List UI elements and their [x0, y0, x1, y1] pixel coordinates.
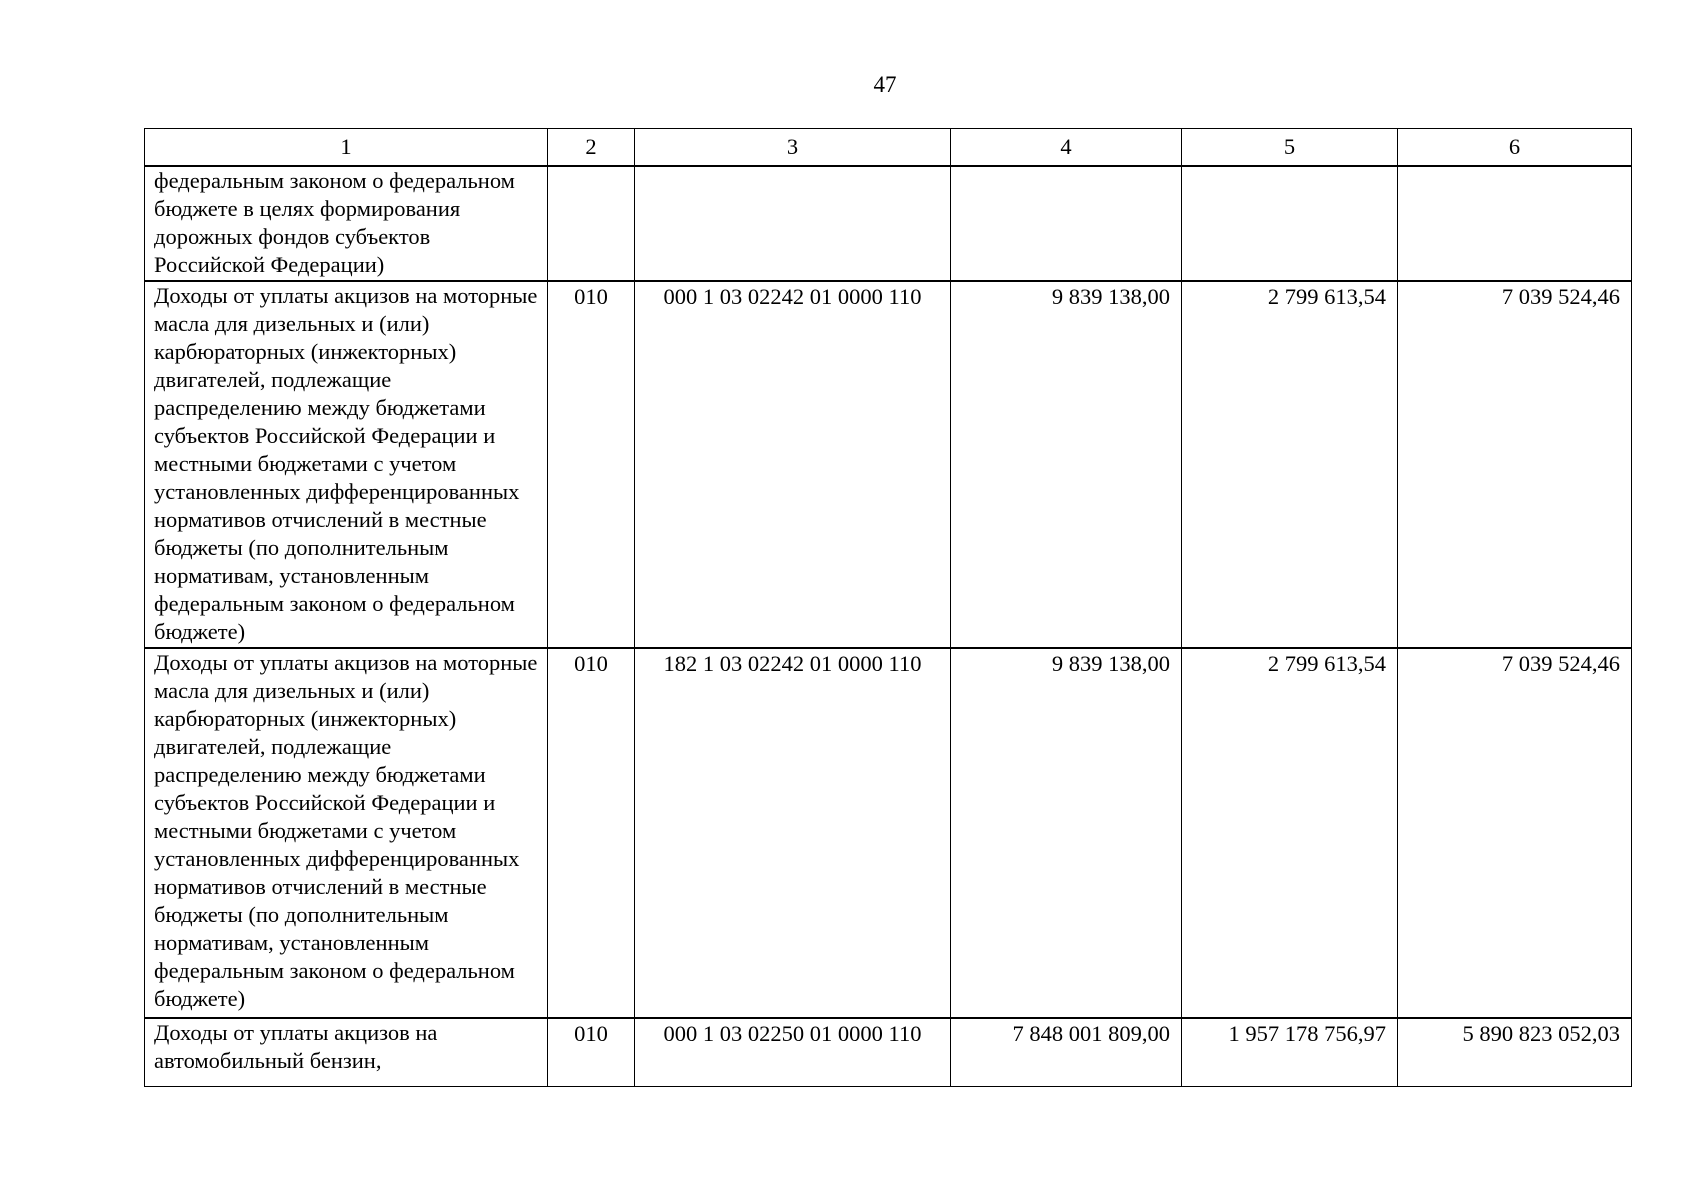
row-executed: 2 799 613,54	[1182, 281, 1398, 648]
table-row	[145, 648, 1632, 1018]
row-line-code: 010	[548, 281, 635, 648]
row-description: Доходы от уплаты акцизов на моторные масла для дизельных и (или) карбюраторных (инжекторных) двигателей, подлежащие распределению между бюджетами субъектов Российской Федерации и местными бюджетами с учетом установленных дифференцированных нормативов отчислений в местные бюджеты (по дополнительным нормативам, установленным федеральным законом о федеральном бюджете)	[145, 648, 548, 1018]
column-header-3: 3	[635, 129, 951, 167]
table-header-row	[145, 129, 1632, 167]
row-approved: 9 839 138,00	[951, 648, 1182, 1018]
row-unexecuted: 7 039 524,46	[1398, 648, 1632, 1018]
column-header-6: 6	[1398, 129, 1632, 167]
column-header-2: 2	[548, 129, 635, 167]
column-header-4: 4	[951, 129, 1182, 167]
row-line-code	[548, 166, 635, 281]
row-executed	[1182, 166, 1398, 281]
row-unexecuted: 5 890 823 052,03	[1398, 1018, 1632, 1086]
row-description: федеральным законом о федеральном бюджете в целях формирования дорожных фондов субъектов Российской Федерации)	[145, 166, 548, 281]
row-approved: 9 839 138,00	[951, 281, 1182, 648]
row-line-code: 010	[548, 1018, 635, 1086]
row-line-code: 010	[548, 648, 635, 1018]
row-unexecuted	[1398, 166, 1632, 281]
row-income-code: 182 1 03 02242 01 0000 110	[635, 648, 951, 1018]
page-number: 47	[873, 72, 897, 97]
row-description: Доходы от уплаты акцизов на моторные масла для дизельных и (или) карбюраторных (инжекторных) двигателей, подлежащие распределению между бюджетами субъектов Российской Федерации и местными бюджетами с учетом установленных дифференцированных нормативов отчислений в местные бюджеты (по дополнительным нормативам, установленным федеральным законом о федеральном бюджете)	[145, 281, 548, 648]
row-approved	[951, 166, 1182, 281]
column-header-5: 5	[1182, 129, 1398, 167]
column-header-1: 1	[145, 129, 548, 167]
row-income-code: 000 1 03 02242 01 0000 110	[635, 281, 951, 648]
row-executed: 2 799 613,54	[1182, 648, 1398, 1018]
row-income-code	[635, 166, 951, 281]
table-row	[145, 166, 1632, 281]
row-executed: 1 957 178 756,97	[1182, 1018, 1398, 1086]
table-row	[145, 281, 1632, 648]
row-unexecuted: 7 039 524,46	[1398, 281, 1632, 648]
row-description: Доходы от уплаты акцизов на автомобильный бензин,	[145, 1018, 548, 1086]
budget-table	[144, 128, 1632, 1087]
table-row	[145, 1018, 1632, 1086]
row-income-code: 000 1 03 02250 01 0000 110	[635, 1018, 951, 1086]
row-approved: 7 848 001 809,00	[951, 1018, 1182, 1086]
